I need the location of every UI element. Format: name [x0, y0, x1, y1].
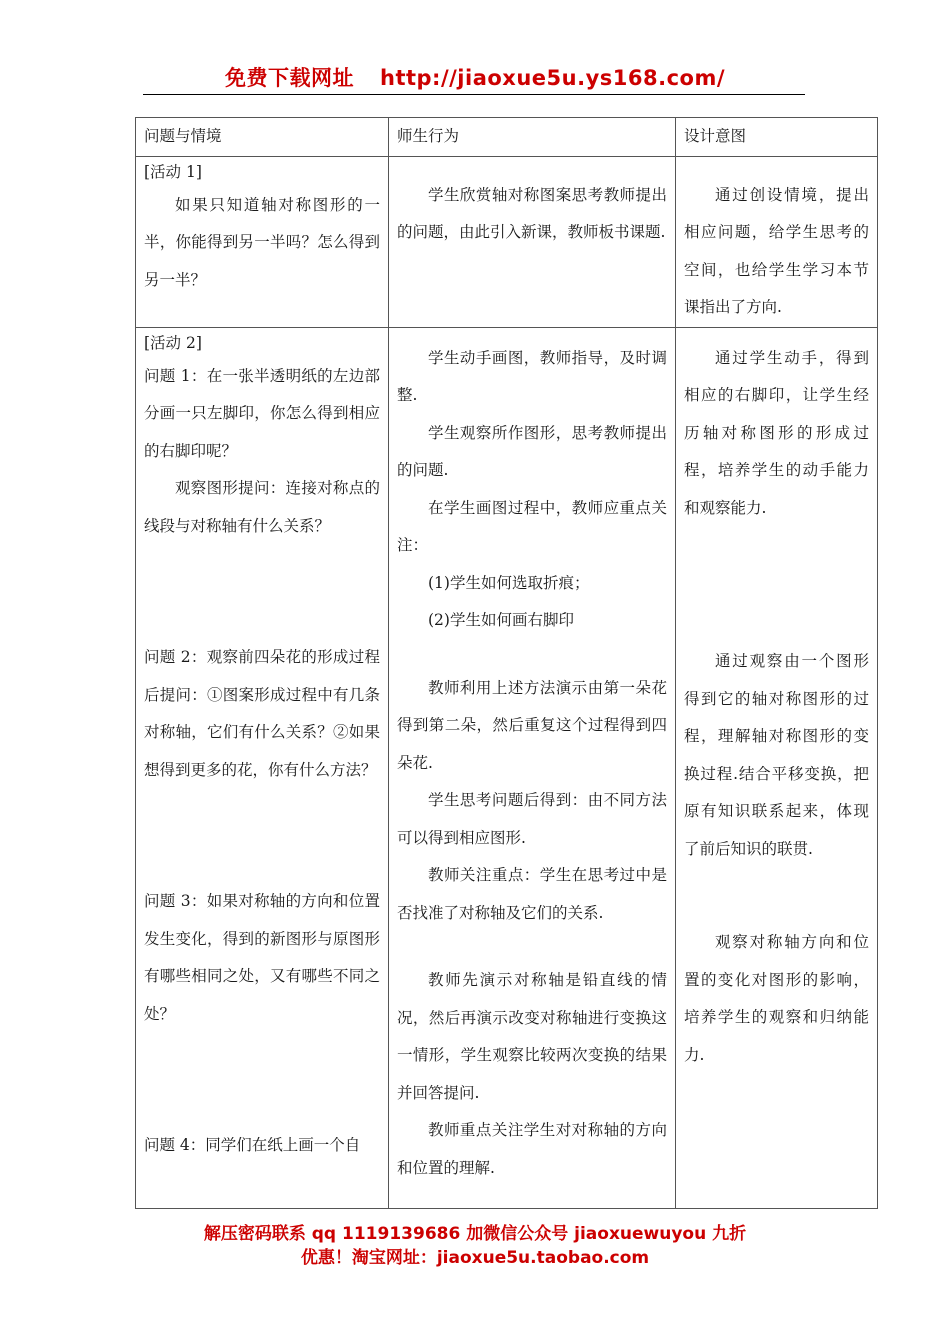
activity-2-action-7: 学生思考问题后得到：由不同方法可以得到相应图形. [397, 791, 667, 847]
activity-2-action-4: (1)学生如何选取折痕； [428, 573, 590, 592]
footer-line-2[interactable]: 优惠！淘宝网址：jiaoxue5u.taobao.com [300, 1248, 650, 1268]
activity-2-action-10: 教师重点关注学生对对称轴的方向和位置的理解. [397, 1121, 667, 1177]
activity-2-label: [活动 2] [144, 333, 202, 352]
activity-2-question-cell [136, 327, 389, 1208]
column-header-question: 问题与情境 [136, 118, 389, 157]
activity-2-action-9: 教师先演示对称轴是铅直线的情况，然后再演示改变对称轴进行变换这一情形，学生观察比较两次变换的结果并回答提问. [397, 971, 667, 1102]
table-row-activity-1 [136, 156, 878, 327]
activity-2-intent-2: 通过观察由一个图形得到它的轴对称图形的过程，理解轴对称图形的变换过程.结合平移变换，把原有知识联系起来，体现了前后知识的联贯. [684, 652, 869, 858]
activity-2-intent-cell [676, 327, 878, 1208]
column-header-intent: 设计意图 [676, 118, 878, 157]
table-header-row [136, 118, 878, 157]
activity-1-question: 如果只知道轴对称图形的一半，你能得到另一半吗？怎么得到另一半？ [144, 195, 380, 289]
header-url[interactable]: http://jiaoxue5u.ys168.com/ [380, 66, 725, 90]
activity-2-action-1: 学生动手画图，教师指导，及时调整. [397, 348, 667, 404]
activity-1-action: 学生欣赏轴对称图案思考教师提出的问题，由此引入新课，教师板书课题. [397, 185, 667, 241]
activity-1-intent-cell [676, 156, 878, 327]
activity-2-question-1b: 观察图形提问：连接对称点的线段与对称轴有什么关系？ [144, 479, 380, 535]
column-header-action: 师生行为 [389, 118, 676, 157]
activity-1-action-cell [389, 156, 676, 327]
activity-1-question-cell [136, 156, 389, 327]
activity-1-label: [活动 1] [144, 162, 202, 181]
activity-2-action-8: 教师关注重点：学生在思考过中是否找准了对称轴及它们的关系. [397, 866, 667, 922]
activity-1-intent: 通过创设情境，提出相应问题，给学生思考的空间，也给学生学习本节课指出了方向. [684, 185, 869, 316]
activity-2-question-3: 问题 3：如果对称轴的方向和位置发生变化，得到的新图形与原图形有哪些相同之处，又有哪些不同之处？ [144, 892, 380, 1023]
header-divider [143, 94, 805, 95]
activity-2-action-5: (2)学生如何画右脚印 [428, 611, 574, 629]
activity-2-action-6: 教师利用上述方法演示由第一朵花得到第二朵，然后重复这个过程得到四朵花. [397, 678, 667, 772]
table-row-activity-2 [136, 327, 878, 1208]
activity-2-action-3: 在学生画图过程中，教师应重点关注： [397, 498, 667, 554]
page-header [0, 62, 950, 92]
header-title: 免费下载网址 [225, 66, 354, 90]
activity-2-question-4: 问题 4：同学们在纸上画一个自 [144, 1136, 361, 1154]
activity-2-action-2: 学生观察所作图形，思考教师提出的问题. [397, 423, 667, 479]
activity-2-intent-1: 通过学生动手，得到相应的右脚印，让学生经历轴对称图形的形成过程，培养学生的动手能力和观察能力. [684, 348, 869, 517]
activity-2-action-cell [389, 327, 676, 1208]
footer-line-1: 解压密码联系 qq 1119139686 加微信公众号 jiaoxuewuyou 九折 [203, 1224, 747, 1244]
activity-2-question-2: 问题 2：观察前四朵花的形成过程后提问：①图案形成过程中有几条对称轴，它们有什么关系？②如果想得到更多的花，你有什么方法？ [144, 648, 380, 779]
activity-2-intent-3: 观察对称轴方向和位置的变化对图形的影响，培养学生的观察和归纳能力. [684, 933, 869, 1064]
lesson-table [135, 117, 878, 1209]
activity-2-question-1: 问题 1：在一张半透明纸的左边部分画一只左脚印，你怎么得到相应的右脚印呢？ [144, 366, 380, 460]
